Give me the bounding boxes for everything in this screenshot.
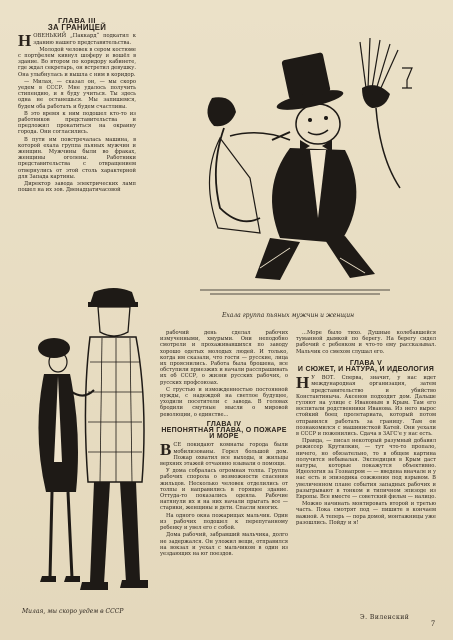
couple-illustration <box>24 282 154 604</box>
author-signature: Э. Виленский <box>360 614 410 621</box>
party-illustration <box>140 28 440 308</box>
chapter5-title: ГЛАВА V <box>349 359 383 367</box>
chapter3-subtitle: ЗА ГРАНИЦЕЙ <box>47 23 107 33</box>
chapter3-dropcap: Н <box>18 31 32 51</box>
middle-column <box>160 330 288 558</box>
chapter4-dropcap: В <box>160 440 172 460</box>
middle-paragraph: рабочий день сделал рабочих измученными, хмурыми. Они неподобно смотрели и прохаживавшихся по заводу хорошо одетых молодых людей. И только, когда им сказали, что гости — русские, лица их прояснились. Работа была брошена, все обступили приезжих и начали расспрашивать их об СССР, о жизни русских рабочих, о русских профсоюзах. <box>160 330 288 386</box>
chapter3-column <box>18 18 136 194</box>
right-column <box>296 330 436 527</box>
chapter3-paragraph: В пути им повстречалась машина, в которой ехала группа пьяных мужчин и женщин. Мужчины были во фраках, женщины оголены. Работники представительства с отвращением отвернулись от этой столь характерной для Запада картины. <box>18 136 136 180</box>
chapter5-dropcap: Н <box>296 373 310 393</box>
chapter4-paragraph: Дома рабочий, забравший мальчика, долго не задержался. Он уложил вещи, отправился на вокзал и уехал с мальчиком в один из уездающих на юг поездов. <box>160 532 288 557</box>
bottom-illustration-caption: Милая, мы скоро уедем в СССР <box>22 608 124 615</box>
chapter5-subtitle: И СЮЖЕТ, И НАТУРА, И ИДЕОЛОГИЯ <box>297 366 435 374</box>
right-paragraph: ...Море было тихо. Душные колебавшейся туманной дымкой по берегу. На берегу сидел рабочий с ребенком и что-то ему рассказывал. Мальчик со смехом слушал его. <box>296 330 436 355</box>
chapter4-title: ГЛАВА IV <box>206 420 242 428</box>
chapter4-paragraph: СЕ покидают комнаты города были мобилизованы. Горел большой дом. Пожар охватил все выходы, и жильцы верхних этажей отчаянно взывали о помощи. <box>160 442 288 468</box>
page-number: 7 <box>431 619 435 628</box>
chapter3-paragraph: Молодой человек в сером костюме с портфелем кивнул шоферу и вошёл в здание. Во втором по коридору кабинете, где ждал секретарь, он встретил девушку. Она улыбнулась и вышла с ним в коридор. <box>18 46 136 78</box>
chapter3-paragraph: — Милая, — сказал он, — мы скоро уедем в СССР. Мне удалось получить стипендию, и я буду учиться. Ты здесь одна не останешься. Мы запишемся, будем оба работать и будем счастливы. <box>18 78 136 110</box>
chapter4-paragraph: У дома собралась огромная толпа. Группа рабочих спорола о возможности спасения жильцов. Несколько человек отделились от толпы и направились в горящее здание. Оттуда-то показались одеяла. Рабочие натянули их и на них начали прыгать все — старики, женщины и дети. Спасли многих. <box>160 468 288 512</box>
chapter3-paragraph: В это время к ним подошел кто-то из работников представительства и предложил прокатиться на окраину города. Они согласились. <box>18 110 136 136</box>
middle-paragraph: С грустью и изможденностью постоянной нужды, с надеждой на светлое будущее, уходили посетители с завода. В головах бродили смутные мысли о мировой революции, о единстве... <box>160 386 288 418</box>
chapter5-paragraph: Правда, — писал некоторый разумный добавил режиссер Крутилкин, — тут что-то пропало, ничего, но обязательно, то в общем картина получится небывалая. Экспедиция в Крым даст натуры, которые покажутся объективно. Идеология за Гознапром — — введена вначале и у нас есть и эпизодика сожжения под взрывом. В увеличенном плане события западных рабочих и разыгрывают в тонком и типичном эпизоде из Европы. Все вместе — советский фильм — налицо. <box>296 438 436 501</box>
top-illustration-caption: Ехала группа пьяных мужчин и женщин <box>222 312 355 319</box>
chapter3-title: ГЛАВА III <box>57 16 97 25</box>
chapter5-paragraph: Можно начинать монтировать второй и третью часть. Пока смотрят под — пишите в кончаем важной. А теперь — пора домой, монтажницы уже разошлись. Пойду и я! <box>296 501 436 526</box>
chapter3-paragraph: Директор завода электрических ламп пошел на их зов. Двенадцатичасовой <box>18 181 136 194</box>
chapter3-paragraph: ОВЕНЬКИЙ „Паккард“ подкатил к зданию нашего представительства. <box>33 33 136 46</box>
chapter4-subtitle: НЕПОНЯТНАЯ ГЛАВА, О ПОЖАРЕ И МОРЕ <box>161 427 287 441</box>
chapter4-paragraph: На одного окна пожарищах мальчик. Один из рабочих подошел к перепуганному ребенку и увел его с собой. <box>160 512 288 532</box>
chapter5-paragraph: У ВОТ. Сперва, значит, у нас идет международная организация, затем представительство и убийство Константиныча. Аксенов подходит дом. Дальше гуляют на улице с Ивановым в Крым. Там его воспитали родственники Иванова. Из него вырос стойкий боец пролетариата, который потом отправился работать за границу. Там он познакомился с машинисткой Катей. Они уехали в СССР и поженились. Сдача в ЗАГС'е у нас есть. <box>296 375 436 438</box>
